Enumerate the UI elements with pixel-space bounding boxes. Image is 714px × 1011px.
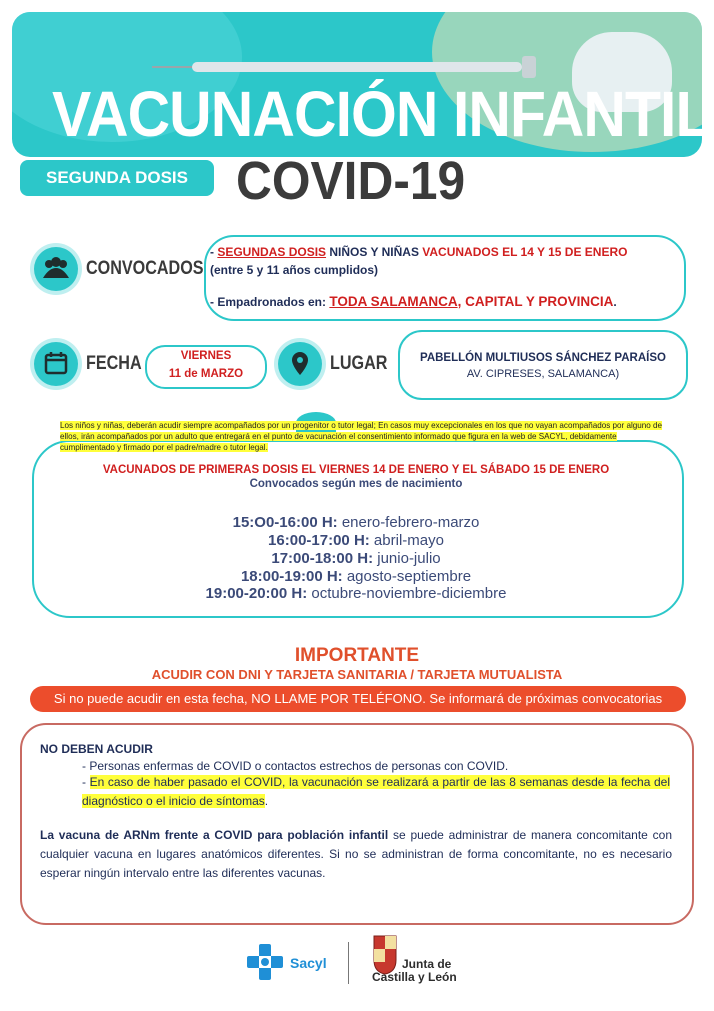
para-bold: La vacuna de ARNm frente a COVID para población infantil — [40, 828, 389, 842]
guardian-note-text: Los niños y niñas, deberán acudir siempre acompañados por un progenitor o tutor legal; En casos muy excepcionales en los que no vayan acompañados por alguno de ellos, irán acompañados por un adulto que entregará en el punto de vacunación el consentimiento informado que figura en la web de SACYL, debidamente cumplimentado y firmado por el padre/madre o tutor legal. — [60, 421, 663, 453]
important-subtitle: ACUDIR CON DNI Y TARJETA SANITARIA / TARJETA MUTUALISTA — [151, 667, 563, 682]
para-rest: se puede administrar de manera concomitante con cualquier vacuna en lugares anatómicos diferentes. Si no se administran de forma concomitante, no es necesario esperar ningún intervalo entre las diferentes vacunas. — [40, 828, 672, 880]
item2-dash: - — [82, 775, 90, 789]
schedule-slot — [32, 550, 680, 568]
convocados-line1 — [210, 244, 627, 260]
schedule-slot — [32, 585, 680, 603]
slot-time: 18:00-19:00 H: — [240, 568, 343, 585]
slot-months: octubre-noviembre-diciembre — [307, 585, 507, 602]
lugar-box — [398, 330, 688, 400]
junta-line2: Castilla y León — [372, 970, 457, 984]
concomitant-paragraph — [40, 826, 672, 883]
slot-time: 19:00-20:00 H: — [205, 585, 308, 602]
dash: - — [210, 245, 218, 259]
no-acudir-item2 — [82, 773, 670, 811]
schedule-slot — [32, 568, 680, 586]
slot-time: 16:00-17:00 H: — [268, 532, 370, 549]
page-title: VACUNACIÓN INFANTIL — [52, 78, 711, 150]
fecha-date: 11 de MARZO — [168, 368, 244, 380]
slot-time: 15:O0-16:00 H: — [232, 514, 338, 531]
no-acudir-item1: - Personas enfermas de COVID o contactos estrechos de personas con COVID. — [82, 759, 509, 773]
warning-banner: Si no puede acudir en esta fecha, NO LLAME POR TELÉFONO. Se informará de próximas convocatorias — [30, 686, 686, 712]
slot-months: agosto-septiembre — [342, 568, 472, 585]
slot-months: enero-febrero-marzo — [337, 514, 480, 531]
no-acudir-heading: NO DEBEN ACUDIR — [40, 742, 153, 756]
slot-months: junio-julio — [373, 550, 441, 567]
convocados-line3 — [210, 294, 617, 309]
line3-rest: , CAPITAL Y PROVINCIA — [457, 294, 614, 309]
people-icon — [34, 247, 78, 291]
lugar-name: PABELLÓN MULTIUSOS SÁNCHEZ PARAÍSO — [420, 352, 666, 364]
schedule-slot — [32, 514, 680, 532]
toda-salamanca-link[interactable]: TODA SALAMANCA — [329, 294, 458, 309]
lugar-address: AV. CIPRESES, SALAMANCA) — [466, 368, 620, 380]
footer-divider — [348, 942, 349, 984]
dose-badge: SEGUNDA DOSIS — [20, 160, 214, 196]
convocados-label: CONVOCADOS — [86, 258, 204, 279]
syringe-icon — [192, 62, 522, 72]
item2-end: . — [264, 794, 269, 808]
junta-line1: Junta de — [402, 957, 452, 971]
lugar-label: LUGAR — [330, 353, 388, 374]
line3-end: . — [613, 295, 617, 309]
syringe-needle-icon — [152, 66, 192, 68]
sacyl-text: Sacyl — [290, 955, 327, 971]
item2-text: En caso de haber pasado el COVID, la vacunación se realizará a partir de las 8 semanas desde la fecha del diagnóstico o el inicio de síntomas — [82, 775, 670, 808]
schedule-heading: VACUNADOS DE PRIMERAS DOSIS EL VIERNES 14 DE ENERO Y EL SÁBADO 15 DE ENERO — [102, 464, 610, 476]
schedule-subheading: Convocados según mes de nacimiento — [249, 478, 463, 490]
fecha-label: FECHA — [86, 353, 142, 374]
slot-time: 17:00-18:00 H: — [271, 550, 374, 567]
line3-prefix: - Empadronados en: — [210, 295, 330, 309]
calendar-icon — [34, 342, 78, 386]
fecha-day: VIERNES — [180, 350, 232, 362]
guardian-note — [60, 420, 670, 454]
location-pin-icon — [278, 342, 322, 386]
page-subtitle: COVID-19 — [236, 151, 466, 211]
important-title: IMPORTANTE — [294, 645, 420, 666]
slot-months: abril-mayo — [369, 532, 444, 549]
line1-rest: VACUNADOS EL 14 Y 15 DE ENERO — [422, 245, 628, 259]
line1-mid: NIÑOS Y NIÑAS — [326, 245, 423, 259]
schedule-slot — [32, 532, 680, 550]
segundas-dosis-link[interactable]: SEGUNDAS DOSIS — [217, 245, 327, 259]
convocados-line2: (entre 5 y 11 años cumplidos) — [210, 263, 379, 277]
